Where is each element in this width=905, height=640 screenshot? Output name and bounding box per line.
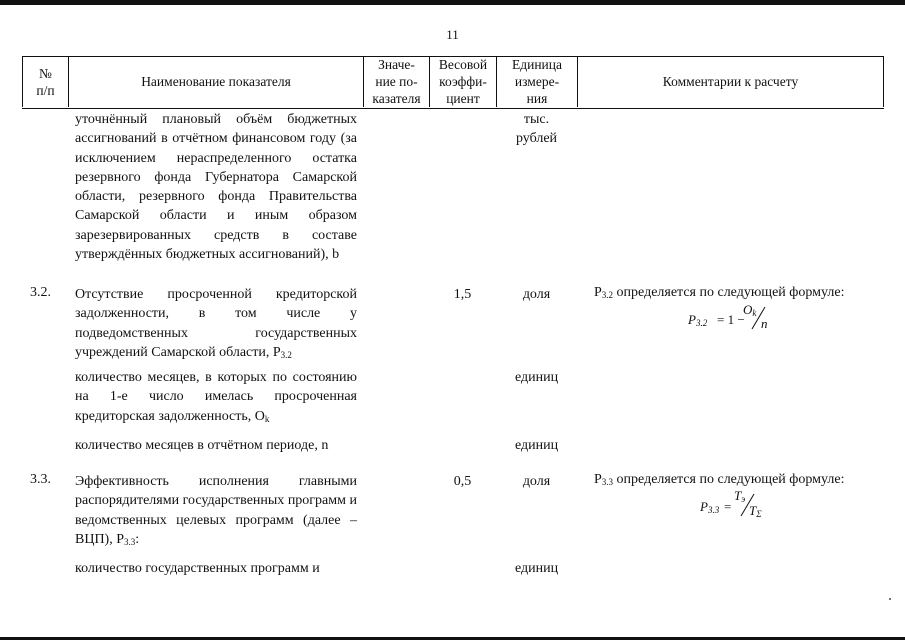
row4-unit: единиц	[514, 438, 559, 453]
header-value: Значе- ние по- казателя	[363, 56, 429, 107]
row2-unit: доля	[522, 287, 551, 302]
header-weight: Весовой коэффи- циент	[429, 56, 496, 107]
row2-number: 3.2.	[30, 285, 51, 300]
row6-unit: единиц	[514, 561, 559, 576]
row5-name: Эффективность исполнения главными распорядителями государственных программ и ведомственных целевых программ (далее – ВЦП), $Р_{3.3}$:	[75, 474, 357, 547]
row5-unit: доля	[522, 474, 551, 489]
header-unit: Единица измере- ния	[496, 56, 577, 107]
header-num: № п/п	[22, 56, 68, 107]
row5-number: 3.3.	[30, 472, 51, 487]
row4-name: количество месяцев в отчётном периоде, n	[75, 438, 329, 453]
row2-comment: $Р_{3.2}$ определяется по следующей формуле:	[594, 285, 845, 300]
row5-weight: 0,5	[453, 474, 472, 489]
top-border	[0, 0, 905, 5]
row3-name: количество месяцев, в которых по состоянию на 1-е число имелась просроченная кредиторская задолженность, $O_k$	[75, 370, 357, 424]
page-number: 11	[446, 27, 459, 42]
row1-unit: тыс. рублей	[515, 112, 558, 147]
row1-name: уточнённый плановый объём бюджетных ассигнований в отчётном финансовом году (за исключением нераспределенного остатка резервного фонда Губернатора Самарской области, резервного фонда Правительства Самарской области и иным образом зарезервированных средств в составе утверждённых бюджетных ассигнований), b	[75, 112, 357, 263]
row2-weight: 1,5	[453, 287, 472, 302]
row2-name: Отсутствие просроченной кредиторской задолженности, в том числе у подведомственных государственных учреждений Самарской области, $Р_{3.2}$	[75, 287, 357, 360]
scan-speck	[889, 598, 891, 600]
row2-formula: $P_{3.2}$ = 1 − $O_k$ n	[688, 302, 768, 331]
row6-name: количество государственных программ и	[75, 561, 320, 576]
header-name: Наименование показателя	[68, 56, 363, 107]
header-comment: Комментарии к расчету	[577, 56, 884, 107]
row5-formula: $P_{3.3}$ = $T_э$ $T_\Sigma$	[700, 488, 762, 519]
row5-comment: $Р_{3.3}$ определяется по следующей формуле:	[594, 472, 845, 487]
row3-unit: единиц	[514, 370, 559, 385]
